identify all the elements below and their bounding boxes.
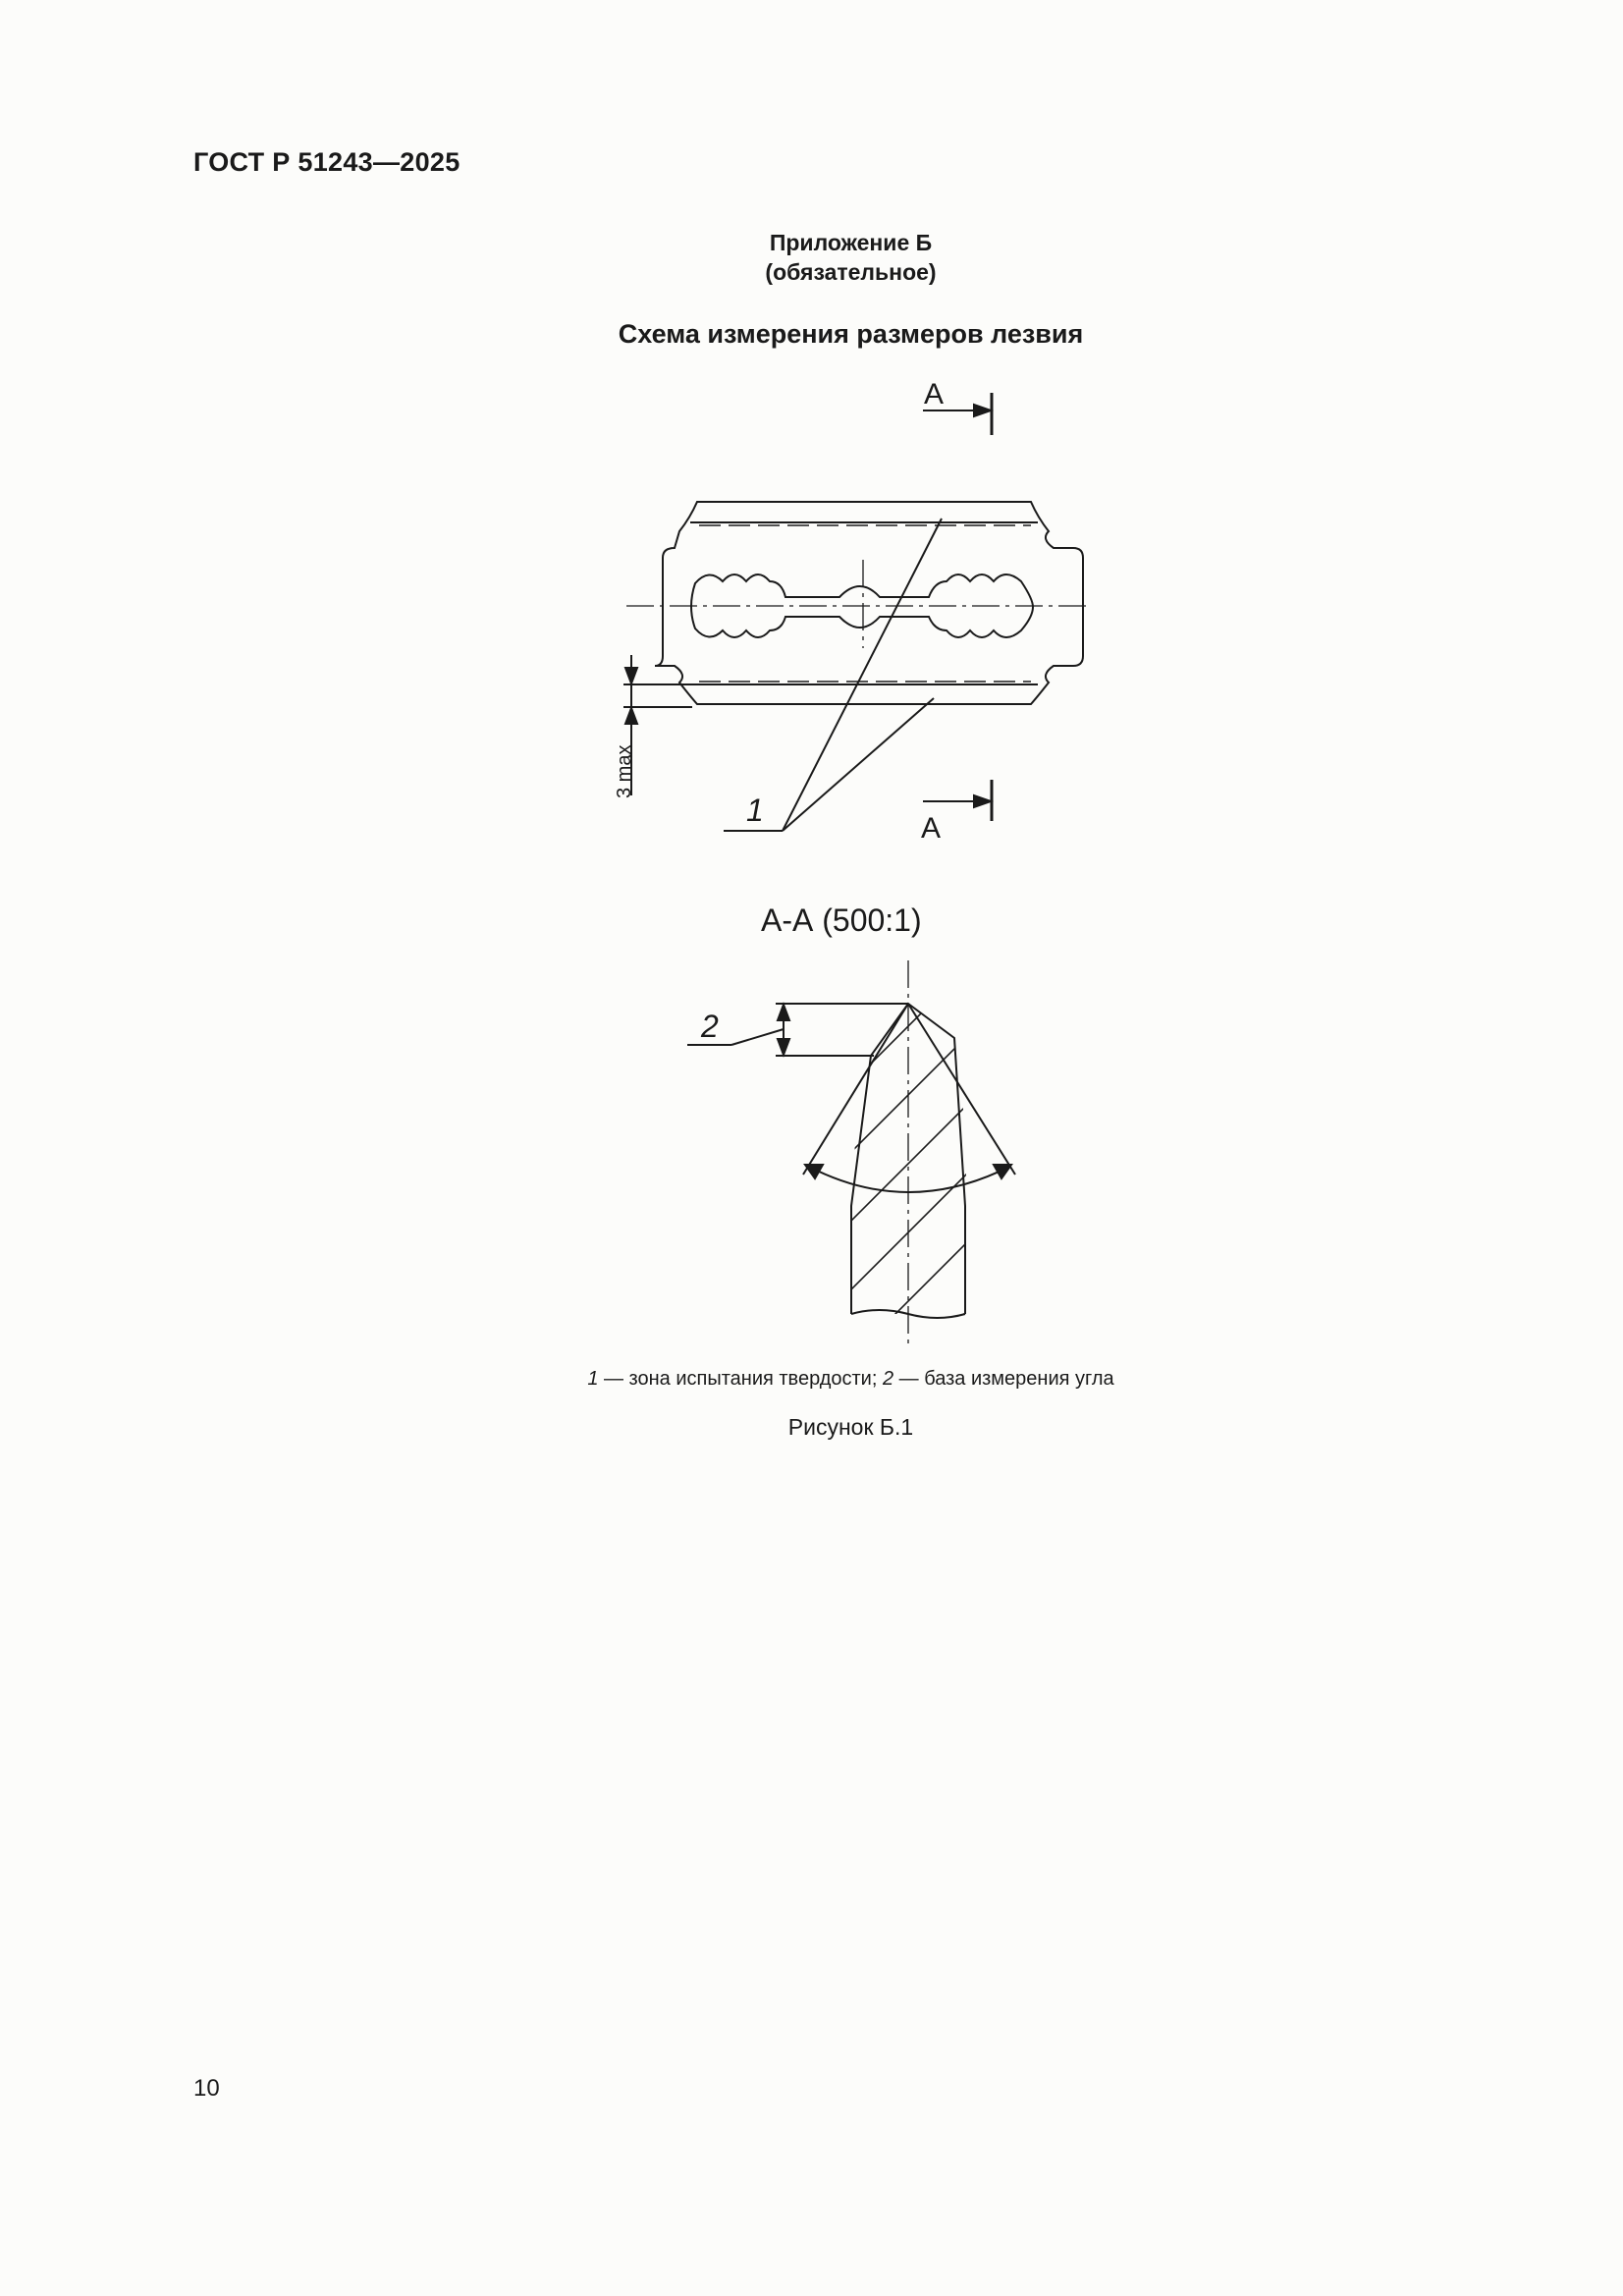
appendix-title: Приложение Б bbox=[769, 230, 933, 255]
document-code: ГОСТ Р 51243—2025 bbox=[193, 147, 460, 177]
section-label-top: А bbox=[924, 378, 945, 410]
leader-line-1b bbox=[783, 698, 934, 831]
dimension-label: 3 max bbox=[614, 744, 635, 798]
blade-outline bbox=[655, 502, 1083, 704]
callout-2: 2 bbox=[701, 1009, 719, 1044]
appendix-status: (обязательное) bbox=[765, 259, 937, 285]
figure-caption: Рисунок Б.1 bbox=[787, 1414, 914, 1440]
figure-legend bbox=[0, 1368, 1623, 1391]
section-label-bottom: А bbox=[921, 812, 942, 845]
legend-text-2: — база измерения угла bbox=[893, 1368, 1114, 1390]
callout-1: 1 bbox=[746, 793, 764, 828]
legend-text-1: — зона испытания твердости; bbox=[598, 1368, 883, 1390]
legend-number-2: 2 bbox=[882, 1368, 894, 1390]
page-number: 10 bbox=[193, 2075, 220, 2102]
leader-line-1a bbox=[783, 519, 942, 831]
scheme-title: Схема измерения размеров лезвия bbox=[618, 319, 1084, 349]
section-title: А-А (500:1) bbox=[761, 902, 922, 938]
legend-number-1: 1 bbox=[587, 1368, 599, 1390]
